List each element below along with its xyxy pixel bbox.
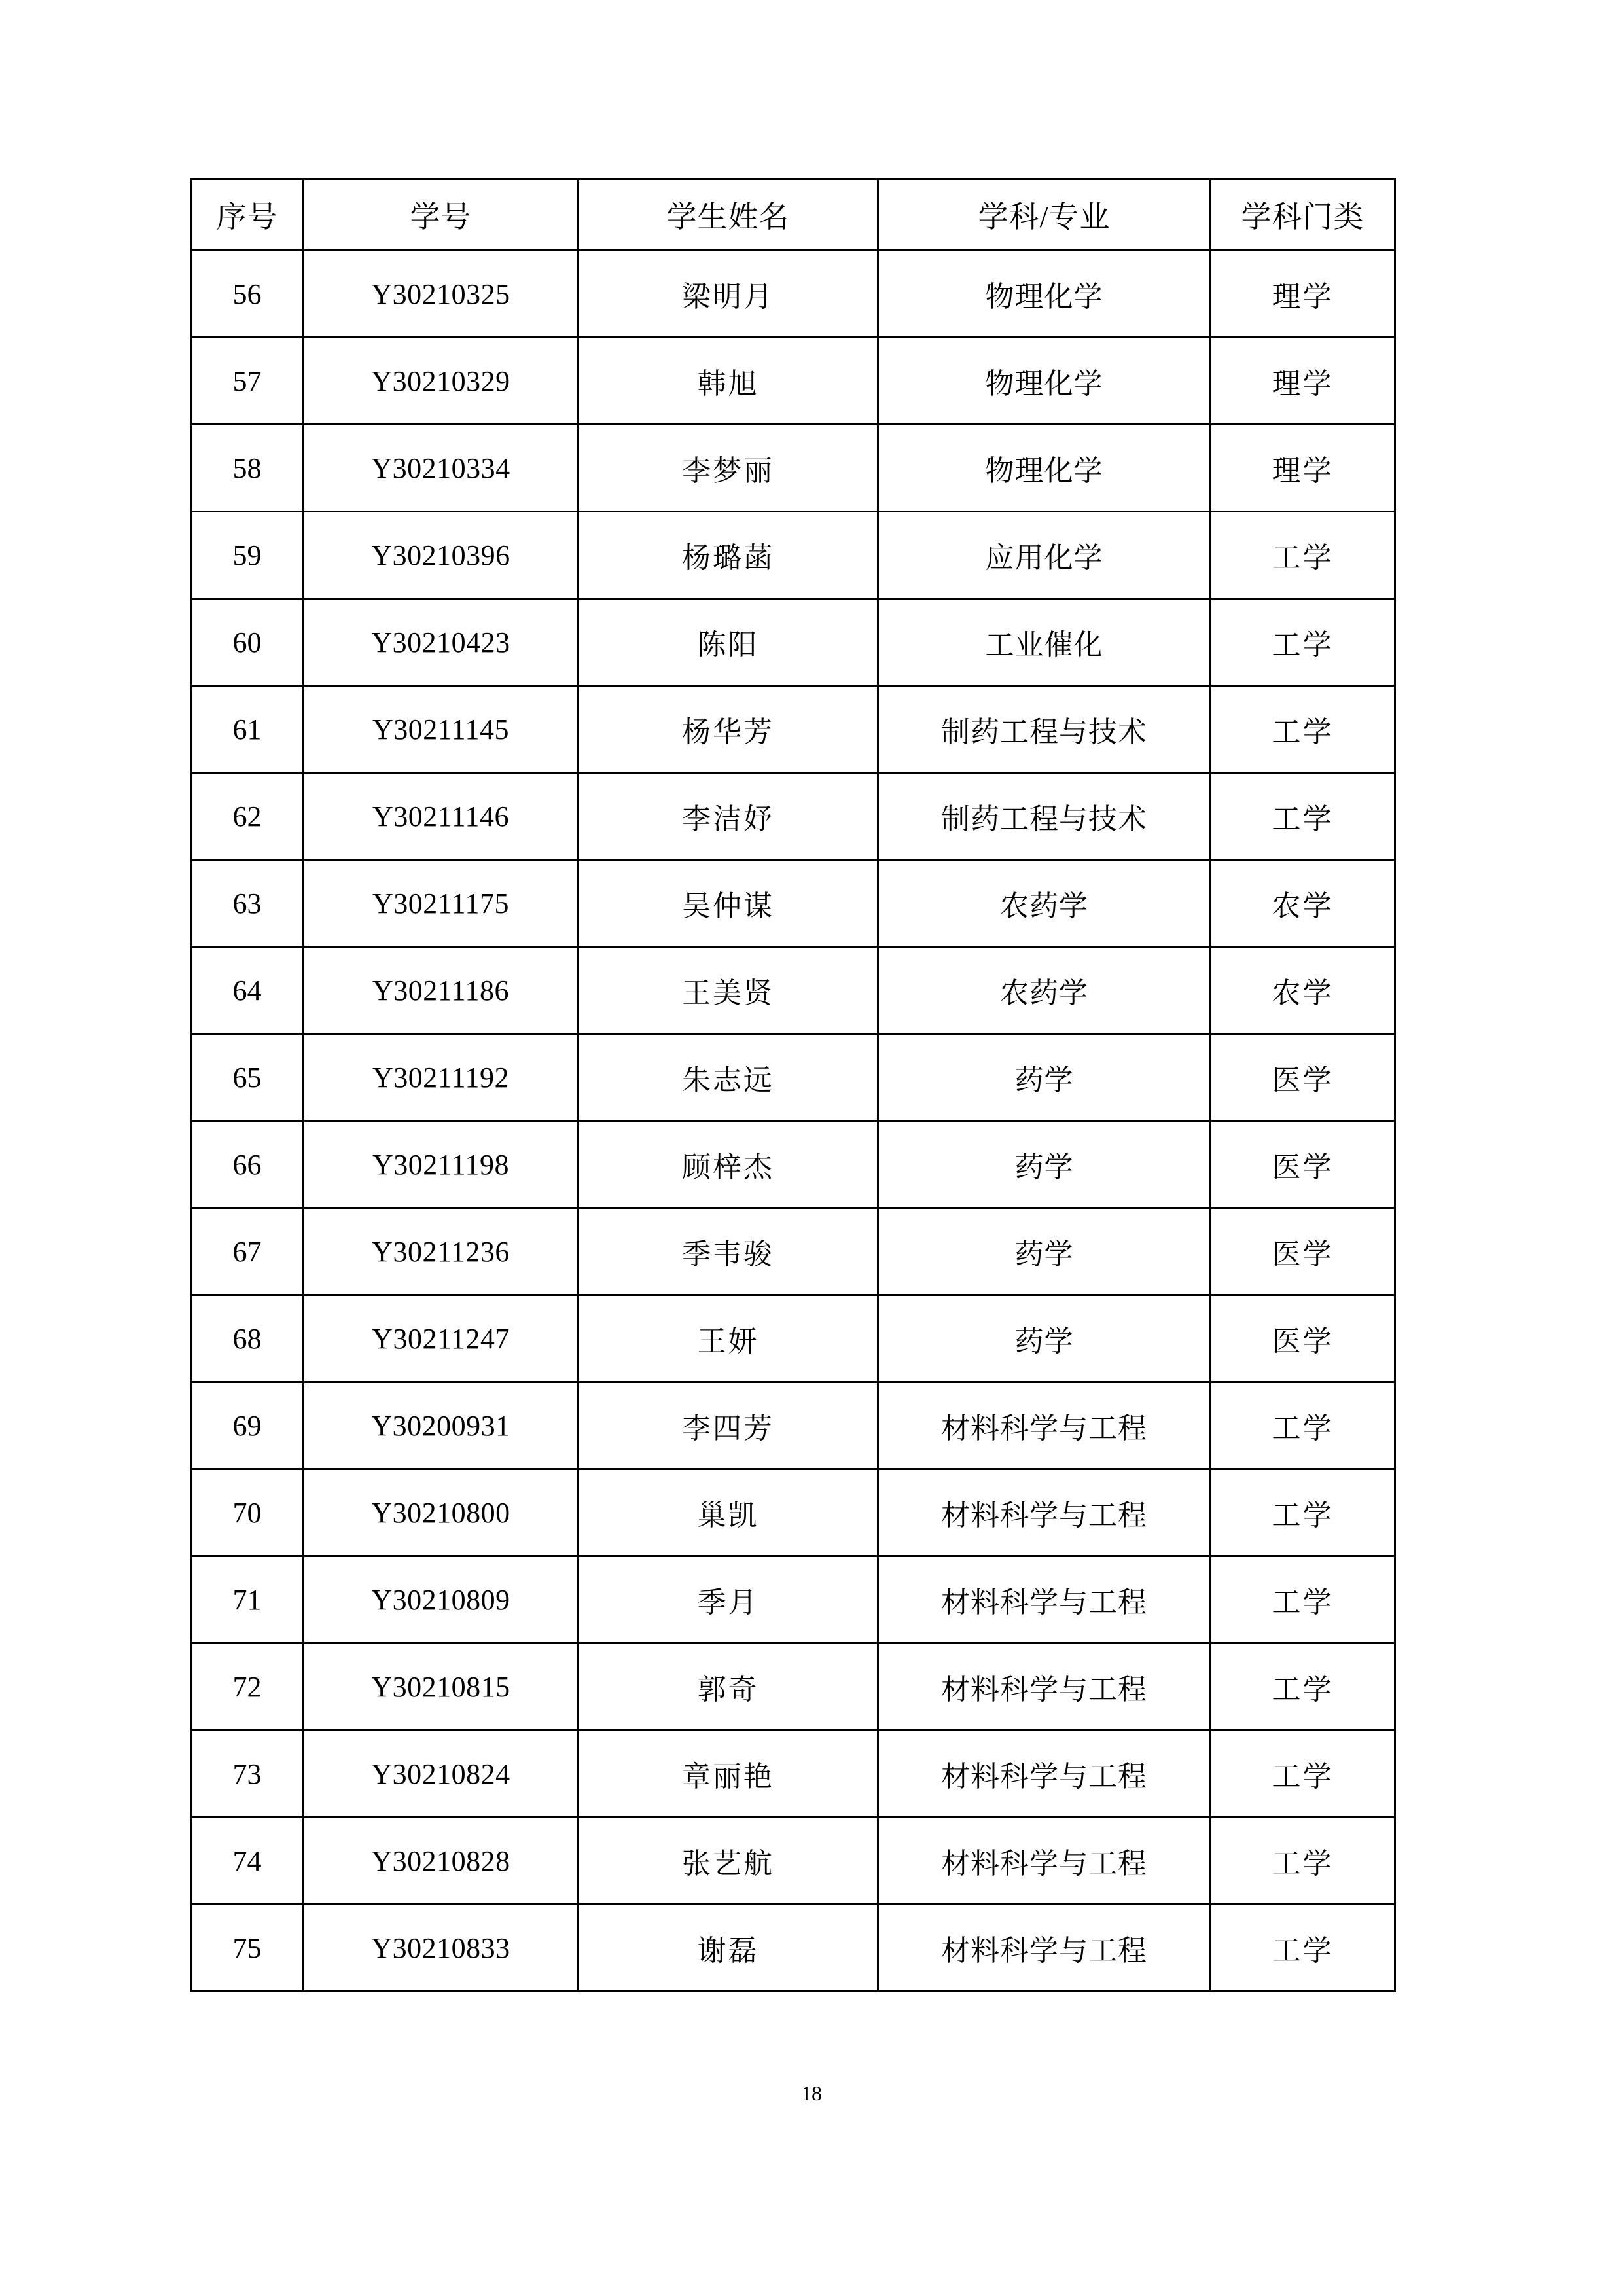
table-header-row <box>191 179 1395 251</box>
cell-student-name: 巢凯 <box>579 1469 878 1556</box>
cell-index: 69 <box>191 1382 304 1469</box>
cell-student-id: Y30211145 <box>304 686 579 773</box>
cell-student-name: 李洁妤 <box>579 773 878 860</box>
cell-major: 物理化学 <box>878 425 1211 512</box>
cell-student-id: Y30211198 <box>304 1121 579 1208</box>
cell-category: 农学 <box>1211 860 1395 947</box>
cell-major: 材料科学与工程 <box>878 1469 1211 1556</box>
table-row <box>191 1034 1395 1121</box>
table-row <box>191 251 1395 338</box>
cell-index: 60 <box>191 599 304 686</box>
cell-category: 医学 <box>1211 1295 1395 1382</box>
cell-index: 75 <box>191 1905 304 1992</box>
cell-student-name: 王妍 <box>579 1295 878 1382</box>
table-row <box>191 1818 1395 1905</box>
table-header <box>191 179 1395 251</box>
cell-index: 59 <box>191 512 304 599</box>
cell-student-name: 梁明月 <box>579 251 878 338</box>
table-row <box>191 947 1395 1034</box>
cell-category: 医学 <box>1211 1121 1395 1208</box>
cell-index: 57 <box>191 338 304 425</box>
cell-student-id: Y30210800 <box>304 1469 579 1556</box>
cell-student-id: Y30210809 <box>304 1556 579 1643</box>
table-row <box>191 773 1395 860</box>
cell-index: 58 <box>191 425 304 512</box>
cell-index: 66 <box>191 1121 304 1208</box>
cell-index: 70 <box>191 1469 304 1556</box>
cell-major: 药学 <box>878 1034 1211 1121</box>
column-header-student-id: 学号 <box>304 179 579 251</box>
cell-category: 医学 <box>1211 1034 1395 1121</box>
cell-category: 工学 <box>1211 1731 1395 1818</box>
cell-major: 材料科学与工程 <box>878 1905 1211 1992</box>
cell-major: 材料科学与工程 <box>878 1382 1211 1469</box>
cell-student-id: Y30211146 <box>304 773 579 860</box>
cell-category: 工学 <box>1211 773 1395 860</box>
table-row <box>191 599 1395 686</box>
cell-index: 63 <box>191 860 304 947</box>
cell-student-name: 杨璐菡 <box>579 512 878 599</box>
cell-major: 物理化学 <box>878 251 1211 338</box>
cell-student-name: 张艺航 <box>579 1818 878 1905</box>
cell-student-name: 章丽艳 <box>579 1731 878 1818</box>
cell-major: 药学 <box>878 1121 1211 1208</box>
cell-student-id: Y30210815 <box>304 1643 579 1731</box>
cell-student-name: 季韦骏 <box>579 1208 878 1295</box>
table-row <box>191 1121 1395 1208</box>
cell-student-id: Y30210334 <box>304 425 579 512</box>
cell-category: 医学 <box>1211 1208 1395 1295</box>
cell-index: 68 <box>191 1295 304 1382</box>
table-row <box>191 860 1395 947</box>
cell-category: 工学 <box>1211 1818 1395 1905</box>
student-roster-table <box>190 178 1396 1992</box>
column-header-student-name: 学生姓名 <box>579 179 878 251</box>
cell-category: 工学 <box>1211 512 1395 599</box>
cell-major: 应用化学 <box>878 512 1211 599</box>
column-header-index: 序号 <box>191 179 304 251</box>
cell-student-name: 李梦丽 <box>579 425 878 512</box>
cell-index: 74 <box>191 1818 304 1905</box>
cell-major: 物理化学 <box>878 338 1211 425</box>
cell-index: 56 <box>191 251 304 338</box>
cell-student-name: 杨华芳 <box>579 686 878 773</box>
table-row <box>191 1731 1395 1818</box>
cell-category: 工学 <box>1211 1643 1395 1731</box>
cell-major: 制药工程与技术 <box>878 686 1211 773</box>
cell-student-id: Y30210325 <box>304 251 579 338</box>
cell-student-name: 朱志远 <box>579 1034 878 1121</box>
cell-category: 工学 <box>1211 686 1395 773</box>
cell-index: 61 <box>191 686 304 773</box>
cell-student-id: Y30210833 <box>304 1905 579 1992</box>
cell-category: 工学 <box>1211 1469 1395 1556</box>
table-row <box>191 686 1395 773</box>
cell-student-id: Y30210329 <box>304 338 579 425</box>
table-row <box>191 1295 1395 1382</box>
cell-category: 工学 <box>1211 1905 1395 1992</box>
cell-major: 工业催化 <box>878 599 1211 686</box>
cell-student-name: 韩旭 <box>579 338 878 425</box>
cell-category: 工学 <box>1211 1556 1395 1643</box>
cell-index: 67 <box>191 1208 304 1295</box>
table-row <box>191 512 1395 599</box>
cell-category: 农学 <box>1211 947 1395 1034</box>
cell-index: 65 <box>191 1034 304 1121</box>
table-row <box>191 338 1395 425</box>
cell-category: 工学 <box>1211 599 1395 686</box>
cell-category: 工学 <box>1211 1382 1395 1469</box>
cell-major: 材料科学与工程 <box>878 1643 1211 1731</box>
cell-major: 材料科学与工程 <box>878 1818 1211 1905</box>
table-row <box>191 425 1395 512</box>
cell-index: 71 <box>191 1556 304 1643</box>
table-row <box>191 1643 1395 1731</box>
cell-student-name: 郭奇 <box>579 1643 878 1731</box>
cell-student-name: 顾梓杰 <box>579 1121 878 1208</box>
cell-index: 64 <box>191 947 304 1034</box>
cell-student-name: 吴仲谋 <box>579 860 878 947</box>
cell-major: 农药学 <box>878 947 1211 1034</box>
table-row <box>191 1469 1395 1556</box>
column-header-discipline-category: 学科门类 <box>1211 179 1395 251</box>
cell-student-id: Y30211192 <box>304 1034 579 1121</box>
cell-major: 材料科学与工程 <box>878 1556 1211 1643</box>
cell-student-name: 王美贤 <box>579 947 878 1034</box>
cell-major: 制药工程与技术 <box>878 773 1211 860</box>
cell-student-id: Y30210824 <box>304 1731 579 1818</box>
table-row <box>191 1905 1395 1992</box>
cell-student-name: 陈阳 <box>579 599 878 686</box>
page-number: 18 <box>801 2081 822 2105</box>
cell-student-name: 谢磊 <box>579 1905 878 1992</box>
cell-student-name: 季月 <box>579 1556 878 1643</box>
cell-student-id: Y30211186 <box>304 947 579 1034</box>
cell-major: 农药学 <box>878 860 1211 947</box>
cell-student-id: Y30210423 <box>304 599 579 686</box>
cell-major: 材料科学与工程 <box>878 1731 1211 1818</box>
cell-index: 72 <box>191 1643 304 1731</box>
table-row <box>191 1382 1395 1469</box>
column-header-discipline-major: 学科/专业 <box>878 179 1211 251</box>
cell-student-id: Y30211175 <box>304 860 579 947</box>
cell-category: 理学 <box>1211 425 1395 512</box>
cell-student-id: Y30211236 <box>304 1208 579 1295</box>
table-row <box>191 1556 1395 1643</box>
cell-student-id: Y30210396 <box>304 512 579 599</box>
cell-category: 理学 <box>1211 338 1395 425</box>
cell-student-id: Y30211247 <box>304 1295 579 1382</box>
table-body <box>191 251 1395 1992</box>
student-roster-table-container <box>190 178 1394 1992</box>
cell-index: 73 <box>191 1731 304 1818</box>
table-row <box>191 1208 1395 1295</box>
cell-index: 62 <box>191 773 304 860</box>
cell-student-id: Y30210828 <box>304 1818 579 1905</box>
cell-student-id: Y30200931 <box>304 1382 579 1469</box>
cell-major: 药学 <box>878 1295 1211 1382</box>
cell-student-name: 李四芳 <box>579 1382 878 1469</box>
cell-major: 药学 <box>878 1208 1211 1295</box>
cell-category: 理学 <box>1211 251 1395 338</box>
